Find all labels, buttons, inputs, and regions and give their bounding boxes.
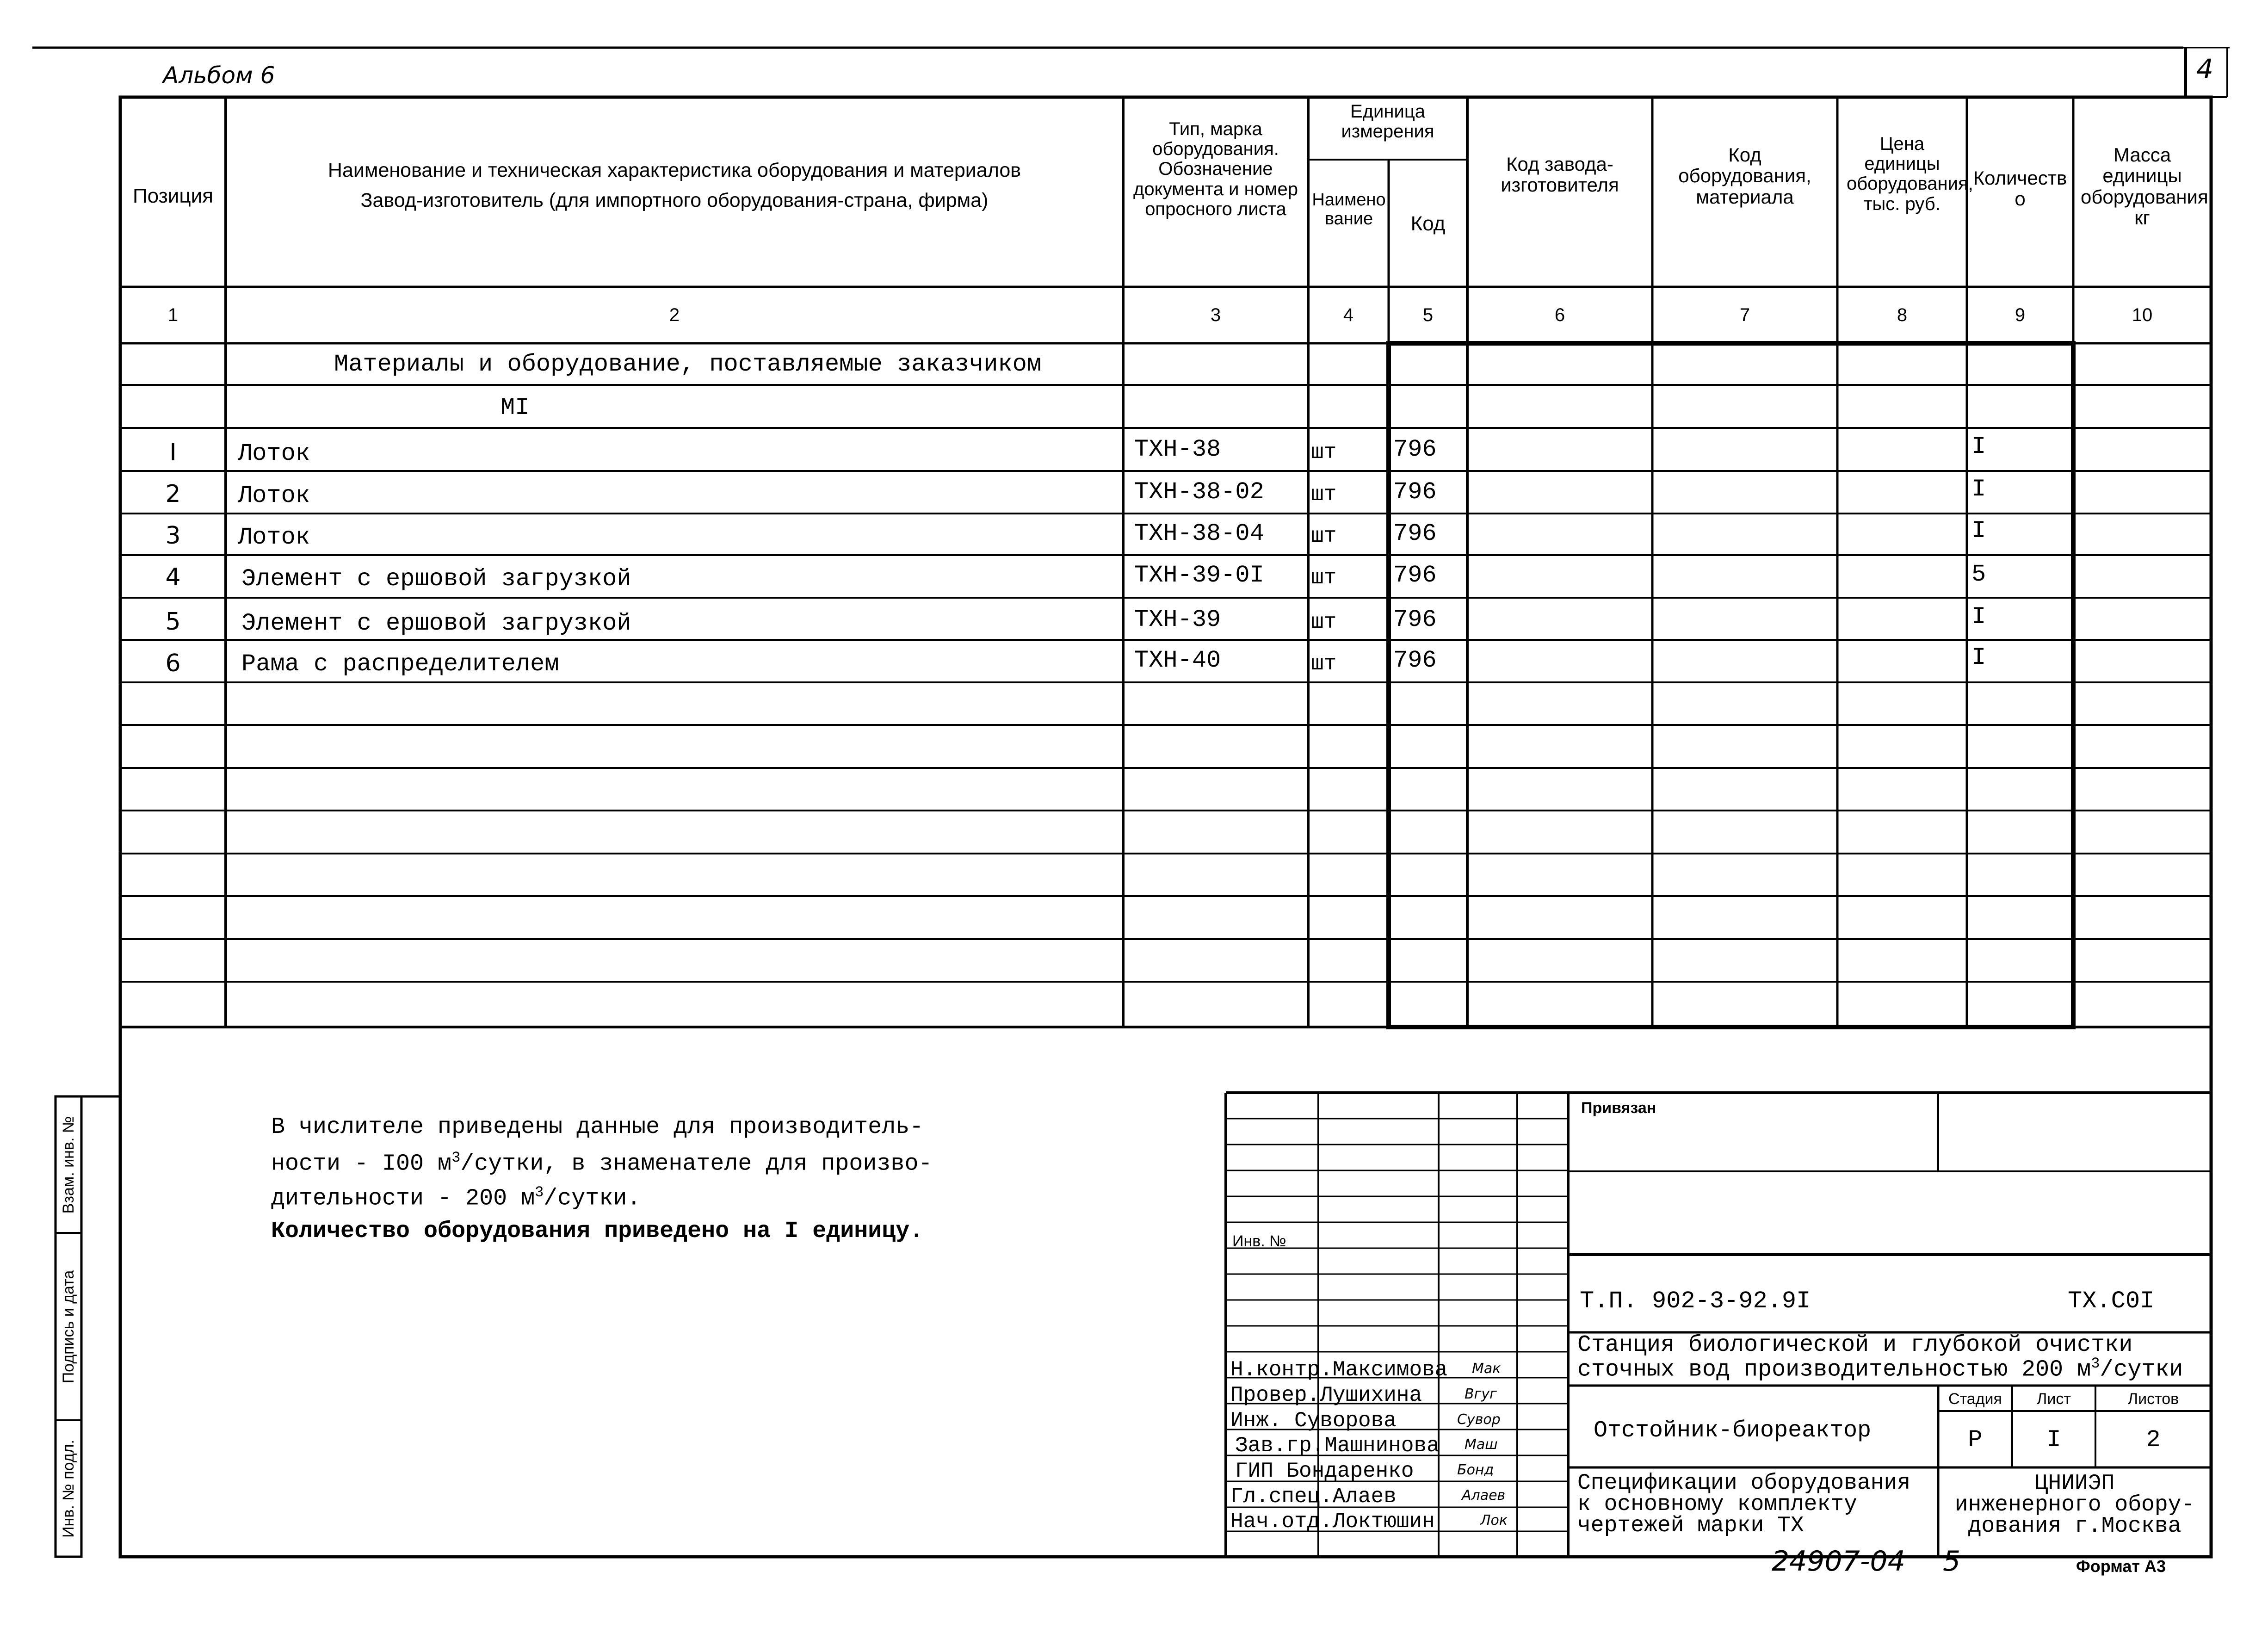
row-quantity: I (1971, 476, 1986, 503)
signature-mark: Лок (1480, 1512, 1508, 1529)
header-unit-mass: Масса единицы оборудования, кг (2081, 144, 2214, 229)
row-type: ТХН-38 (1134, 436, 1221, 463)
row-unit: шт (1311, 652, 1337, 676)
row-unit: шт (1311, 524, 1337, 548)
row-type: ТХН-39 (1134, 606, 1221, 633)
row-name: Лоток (238, 482, 310, 509)
row-position: 5 (165, 608, 181, 636)
column-number: 9 (2015, 305, 2026, 325)
document-number: Т.П. 902-3-92.9I (1580, 1287, 1811, 1315)
column-number: 1 (167, 305, 179, 325)
row-quantity: I (1971, 433, 1986, 460)
row-unit: шт (1311, 566, 1337, 590)
header-name-line2: Завод-изготовитель (для импортного оборудования-страна, фирма) (360, 189, 989, 211)
row-name: Элемент с ершовой загрузкой (241, 565, 631, 593)
column-number: 6 (1554, 305, 1565, 325)
row-position: I (169, 439, 177, 466)
column-number: 4 (1343, 305, 1354, 325)
row-position: 3 (165, 522, 181, 550)
signature-mark: Мак (1472, 1361, 1501, 1377)
doc-title-line-2: к основному комплекту (1577, 1492, 1857, 1517)
row-quantity: 5 (1971, 561, 1986, 588)
side-stamp-inv-podl: Инв. № подл. (60, 1440, 77, 1538)
row-unit: шт (1311, 440, 1337, 464)
signature-mark: Бонд (1457, 1462, 1494, 1478)
page-number: 5 (1943, 1545, 1961, 1578)
header-unit-code: Код (1410, 212, 1446, 235)
row-type: ТХН-40 (1134, 647, 1221, 674)
object-name: Отстойник-биореактор (1594, 1417, 1872, 1444)
column-number: 8 (1897, 305, 1908, 325)
organization-line-2: инженерного обору- (1954, 1492, 2195, 1517)
note-line-4: Количество оборудования приведено на I единицу. (271, 1218, 924, 1244)
subsection-title: MI (501, 394, 530, 421)
sheets-label: Листов (2127, 1390, 2179, 1408)
signature-row: Зав.гр.Машнинова (1235, 1434, 1440, 1458)
organization-line-1: ЦНИИЭП (2034, 1471, 2115, 1496)
row-code: 796 (1393, 478, 1437, 506)
column-number: 10 (2132, 305, 2153, 325)
column-number: 3 (1210, 305, 1221, 325)
signature-row: Инж. Суворова (1230, 1409, 1397, 1433)
header-unit-price: Цена единицы оборудования, тыс. руб. (1847, 134, 1973, 214)
sheets-value: 2 (2146, 1426, 2161, 1454)
row-code: 796 (1393, 562, 1437, 589)
note-line-3: дительности - 200 $м^3$/сутки. (271, 1184, 641, 1212)
row-quantity: I (1971, 644, 1986, 671)
row-unit: шт (1311, 483, 1337, 507)
sheet-corner-number: 4 (2196, 53, 2213, 85)
stage-label: Стадия (1948, 1390, 2002, 1408)
note-line-2: ности - I00 $м^3$/сутки, в знаменателе для произво- (271, 1149, 933, 1177)
signature-row: Гл.спец.Алаев (1230, 1485, 1397, 1509)
column-number: 7 (1739, 305, 1750, 325)
header-unit-name: Наименование (1312, 190, 1386, 229)
signature-row: Нач.отд.Локтюшин (1230, 1510, 1435, 1534)
signature-mark: Вгуг (1465, 1386, 1497, 1402)
sheet-value: I (2046, 1426, 2061, 1454)
header-position: Позиция (133, 185, 213, 207)
stage-value: Р (1968, 1426, 1983, 1454)
signature-row: ГИП Бондаренко (1235, 1459, 1414, 1483)
row-type: ТХН-38-04 (1134, 520, 1264, 547)
column-number: 2 (669, 305, 680, 325)
signature-row: Провер.Лушихина (1230, 1383, 1422, 1407)
signature-mark: Алаев (1462, 1487, 1506, 1504)
section-title: Материалы и оборудование, поставляемые заказчиком (334, 351, 1042, 378)
project-title-line-1: Станция биологической и глубокой очистки (1577, 1332, 2133, 1358)
row-code: 796 (1393, 647, 1437, 674)
header-equipment-code: Код оборудования, материала (1678, 144, 1811, 208)
header-unit-group: Единица измерения (1341, 101, 1434, 142)
signature-row: Н.контр.Максимова (1230, 1358, 1448, 1382)
row-code: 796 (1393, 606, 1437, 633)
row-name: Рама с распределителем (241, 650, 559, 678)
doc-title-line-3: чертежей марки ТХ (1577, 1513, 1804, 1538)
row-code: 796 (1393, 520, 1437, 547)
organization-line-3: дования г.Москва (1968, 1514, 2181, 1539)
row-type: ТХН-39-0I (1134, 562, 1264, 589)
header-plant-code: Код завода-изготовителя (1501, 153, 1619, 196)
side-stamp-vzam-inv: Взам. инв. № (60, 1116, 77, 1214)
header-quantity: Количество (1973, 167, 2067, 210)
row-name: Элемент с ершовой загрузкой (241, 610, 631, 637)
row-quantity: I (1971, 517, 1986, 545)
archive-number: 24907-04 (1772, 1545, 1905, 1578)
paper-format: Формат А3 (2076, 1557, 2166, 1576)
document-code: ТХ.С0I (2068, 1287, 2155, 1315)
signature-mark: Сувор (1457, 1411, 1501, 1428)
row-position: 2 (165, 480, 181, 508)
header-type-mark: Тип, марка оборудования. Обозначение документа и номер опросного листа (1133, 119, 1298, 219)
row-unit: шт (1311, 610, 1337, 634)
project-title-line-2: сточных вод производительностью 200 $м^3$/сутки (1577, 1355, 2183, 1383)
row-position: 6 (165, 650, 181, 677)
row-name: Лоток (238, 440, 310, 467)
album-label: Альбом 6 (163, 62, 275, 89)
row-quantity: I (1971, 603, 1986, 631)
side-stamp-sign-date: Подпись и дата (60, 1270, 77, 1384)
signature-mark: Маш (1465, 1436, 1498, 1453)
row-type: ТХН-38-02 (1134, 478, 1264, 506)
row-position: 4 (165, 563, 181, 591)
doc-title-line-1: Спецификации оборудования (1577, 1471, 1911, 1496)
column-number: 5 (1422, 305, 1434, 325)
sheet-label: Лист (2037, 1390, 2071, 1408)
inv-no-label: Инв. № (1232, 1232, 1286, 1250)
note-line-1: В числителе приведены данные для производитель- (271, 1114, 924, 1140)
privyazan-label: Привязан (1581, 1099, 1656, 1117)
row-name: Лоток (238, 524, 310, 551)
header-name-line1: Наименование и техническая характеристика оборудования и материалов (328, 159, 1021, 181)
row-code: 796 (1393, 436, 1437, 463)
